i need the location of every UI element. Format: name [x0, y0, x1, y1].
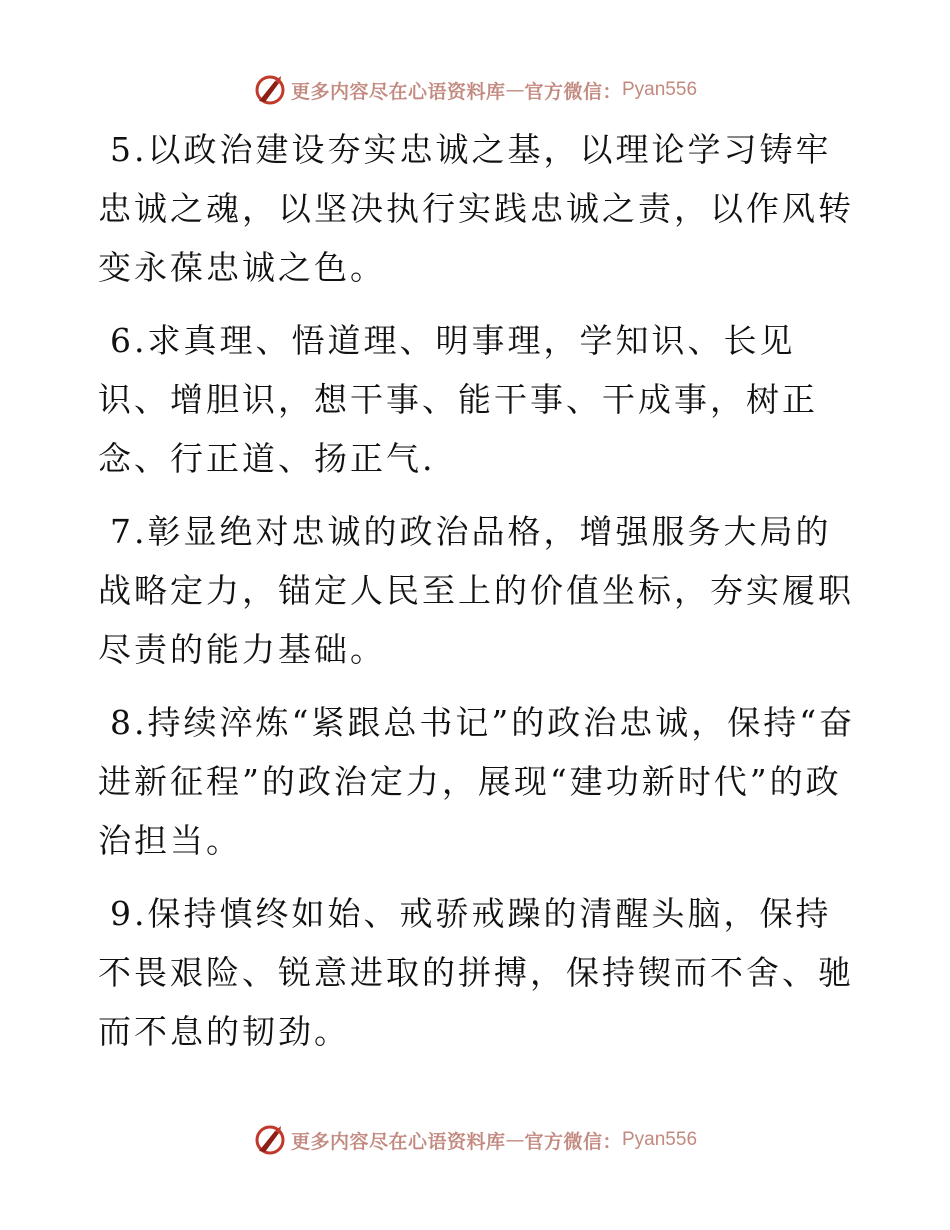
banner-separator: —	[505, 79, 525, 101]
document-body	[98, 120, 858, 1075]
list-item	[98, 502, 858, 679]
item-number: 7.	[110, 512, 148, 551]
banner-wechat-id: Pyan556	[622, 1129, 698, 1150]
banner-brand-text: 更多内容尽在心语资料库	[290, 1130, 506, 1153]
list-item	[98, 120, 858, 297]
banner-official-text: 官方微信：	[524, 80, 622, 103]
footer-banner	[0, 1120, 950, 1160]
list-item	[98, 311, 858, 488]
item-text: 彰显绝对忠诚的政治品格，增强服务大局的战略定力，锚定人民至上的价值坐标，夯实履职尽责的能力基础。	[98, 512, 854, 669]
item-number: 5.	[110, 130, 148, 169]
header-banner	[0, 70, 950, 110]
quill-pen-circle-icon	[253, 1123, 287, 1157]
item-text: 以政治建设夯实忠诚之基，以理论学习铸牢忠诚之魂，以坚决执行实践忠诚之责，以作风转变永葆忠诚之色。	[98, 130, 854, 287]
item-text: 求真理、悟道理、明事理，学知识、长见识、增胆识，想干事、能干事、干成事，树正念、行正道、扬正气.	[98, 321, 818, 478]
item-number: 9.	[110, 894, 148, 933]
item-number: 8.	[110, 703, 148, 742]
list-item	[98, 693, 858, 870]
item-text: 保持慎终如始、戒骄戒躁的清醒头脑，保持不畏艰险、锐意进取的拼搏，保持锲而不舍、驰而不息的韧劲。	[98, 894, 854, 1051]
list-item	[98, 884, 858, 1061]
banner-official-text: 官方微信：	[524, 1130, 622, 1153]
quill-pen-circle-icon	[253, 73, 287, 107]
banner-separator: —	[505, 1129, 525, 1151]
item-number: 6.	[110, 321, 148, 360]
banner-wechat-id: Pyan556	[622, 79, 698, 100]
item-text: 持续淬炼“紧跟总书记”的政治忠诚，保持“奋进新征程”的政治定力，展现“建功新时代”的政治担当。	[98, 703, 856, 860]
banner-brand-text: 更多内容尽在心语资料库	[290, 80, 506, 103]
